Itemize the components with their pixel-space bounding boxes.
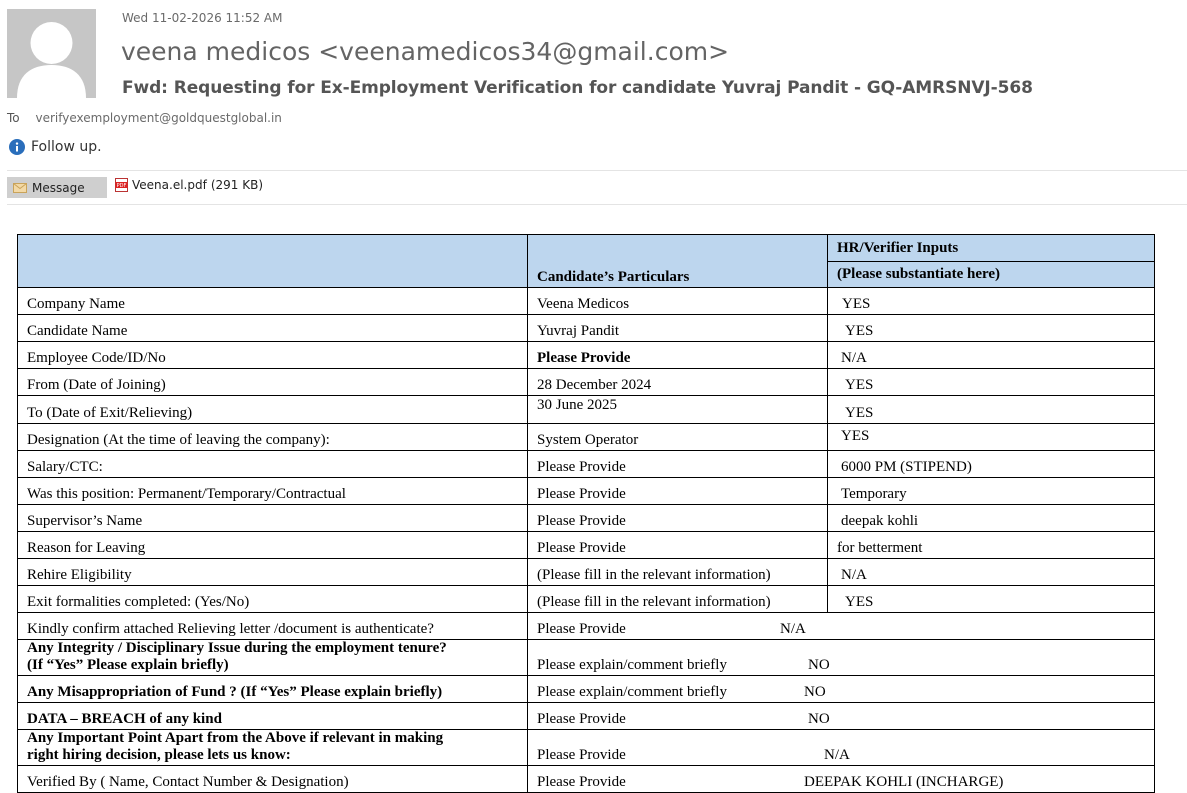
- row-input[interactable]: N/A: [824, 747, 850, 763]
- row-particular: Please Provide: [537, 711, 626, 727]
- table-row: [18, 424, 1155, 451]
- attachment[interactable]: [115, 178, 263, 192]
- row-input[interactable]: N/A: [828, 559, 1155, 586]
- row-label: Candidate Name: [18, 315, 528, 342]
- header-verifier-title: HR/Verifier Inputs: [828, 236, 1154, 262]
- message-tab[interactable]: [7, 177, 107, 198]
- row-label-line: right hiring decision, please lets us know:: [27, 747, 291, 763]
- table-row: [18, 730, 1155, 766]
- table-row: [18, 613, 1155, 640]
- header-particulars: Candidate’s Particulars: [528, 235, 828, 288]
- person-icon: [7, 9, 96, 98]
- row-merged-cell: [528, 640, 1155, 676]
- row-input[interactable]: YES: [828, 424, 1155, 451]
- table-row: [18, 532, 1155, 559]
- row-input[interactable]: deepak kohli: [828, 505, 1155, 532]
- table-row: [18, 396, 1155, 424]
- row-particular: Please Provide: [537, 774, 626, 790]
- row-label: Employee Code/ID/No: [18, 342, 528, 369]
- row-label: Exit formalities completed: (Yes/No): [18, 586, 528, 613]
- table-row: [18, 369, 1155, 396]
- row-input[interactable]: YES: [828, 288, 1155, 315]
- table-row: [18, 315, 1155, 342]
- row-merged-cell: [528, 613, 1155, 640]
- table-row: [18, 559, 1155, 586]
- row-label: Any Misappropriation of Fund ? (If “Yes” Please explain briefly): [18, 676, 528, 703]
- row-input[interactable]: N/A: [828, 342, 1155, 369]
- email-sender[interactable]: veena medicos <veenamedicos34@gmail.com>: [121, 37, 730, 66]
- table-row: [18, 640, 1155, 676]
- row-label: [18, 730, 528, 766]
- row-input[interactable]: for betterment: [828, 532, 1155, 559]
- row-particular: Please Provide: [537, 747, 626, 763]
- row-particular: 30 June 2025: [528, 396, 828, 424]
- table-row: [18, 586, 1155, 613]
- row-input[interactable]: YES: [828, 586, 1155, 613]
- row-particular: Please explain/comment briefly: [537, 657, 727, 673]
- row-label: Designation (At the time of leaving the company):: [18, 424, 528, 451]
- row-label: DATA – BREACH of any kind: [18, 703, 528, 730]
- row-particular: Please Provide: [528, 478, 828, 505]
- attachment-size: (291 KB): [210, 178, 263, 192]
- row-input[interactable]: 6000 PM (STIPEND): [828, 451, 1155, 478]
- table-row: [18, 676, 1155, 703]
- to-label: To: [7, 111, 20, 125]
- divider: [7, 170, 1187, 171]
- to-address[interactable]: verifyexemployment@goldquestglobal.in: [35, 111, 282, 125]
- message-tab-label: Message: [32, 180, 85, 195]
- row-input[interactable]: NO: [808, 711, 830, 727]
- row-label: From (Date of Joining): [18, 369, 528, 396]
- table-row: [18, 288, 1155, 315]
- row-particular: Please Provide: [528, 505, 828, 532]
- row-particular: (Please fill in the relevant information): [528, 586, 828, 613]
- row-input[interactable]: N/A: [780, 621, 806, 637]
- pdf-file-icon: [115, 178, 128, 192]
- email-date: Wed 11-02-2026 11:52 AM: [122, 11, 283, 25]
- row-label: Company Name: [18, 288, 528, 315]
- row-particular: Please Provide: [528, 451, 828, 478]
- row-label: Rehire Eligibility: [18, 559, 528, 586]
- row-particular: Veena Medicos: [528, 288, 828, 315]
- row-merged-cell: [528, 676, 1155, 703]
- table-row: [18, 342, 1155, 369]
- row-label: Supervisor’s Name: [18, 505, 528, 532]
- row-input[interactable]: DEEPAK KOHLI (INCHARGE): [804, 774, 1004, 790]
- row-label-line: (If “Yes” Please explain briefly): [27, 657, 229, 673]
- row-merged-cell: [528, 703, 1155, 730]
- table-row: [18, 703, 1155, 730]
- envelope-icon: [13, 183, 27, 193]
- row-label: [18, 640, 528, 676]
- row-label: Was this position: Permanent/Temporary/Contractual: [18, 478, 528, 505]
- table-row: [18, 766, 1155, 793]
- table-row: [18, 505, 1155, 532]
- attachment-name: Veena.el.pdf: [132, 178, 207, 192]
- follow-up-text: Follow up.: [31, 139, 102, 155]
- row-particular: (Please fill in the relevant information): [528, 559, 828, 586]
- row-label: Reason for Leaving: [18, 532, 528, 559]
- table-row: [18, 451, 1155, 478]
- row-input[interactable]: YES: [828, 369, 1155, 396]
- row-input[interactable]: NO: [804, 684, 826, 700]
- row-input[interactable]: YES: [828, 396, 1155, 424]
- header-verifier-subtitle: (Please substantiate here): [837, 266, 1001, 282]
- row-label: Salary/CTC:: [18, 451, 528, 478]
- recipients-row: [7, 111, 282, 125]
- table-header-row: [18, 235, 1155, 288]
- header-empty-cell: [18, 235, 528, 288]
- row-label-line: Any Important Point Apart from the Above if relevant in making: [27, 730, 444, 746]
- sender-avatar: [7, 9, 96, 98]
- row-label: To (Date of Exit/Relieving): [18, 396, 528, 424]
- row-particular: Please Provide: [537, 621, 626, 637]
- svg-text:PDF: PDF: [116, 183, 127, 189]
- row-input[interactable]: Temporary: [828, 478, 1155, 505]
- row-input[interactable]: NO: [808, 657, 830, 673]
- row-input[interactable]: YES: [828, 315, 1155, 342]
- email-subject: Fwd: Requesting for Ex-Employment Verification for candidate Yuvraj Pandit - GQ-AMRSNVJ-568: [122, 78, 1033, 98]
- row-merged-cell: [528, 730, 1155, 766]
- info-icon: [9, 139, 25, 155]
- row-particular: System Operator: [528, 424, 828, 451]
- verification-table: [17, 234, 1155, 793]
- row-label: Verified By ( Name, Contact Number & Designation): [18, 766, 528, 793]
- row-particular: Please Provide: [528, 342, 828, 369]
- row-merged-cell: [528, 766, 1155, 793]
- row-particular: 28 December 2024: [528, 369, 828, 396]
- row-particular: Please explain/comment briefly: [537, 684, 727, 700]
- header-verifier-inputs: [828, 235, 1155, 288]
- row-particular: Yuvraj Pandit: [528, 315, 828, 342]
- row-label: Kindly confirm attached Relieving letter /document is authenticate?: [18, 613, 528, 640]
- divider: [7, 204, 1187, 205]
- table-row: [18, 478, 1155, 505]
- row-label-line: Any Integrity / Disciplinary Issue during the employment tenure?: [27, 640, 447, 656]
- follow-up-flag: [9, 139, 102, 155]
- row-particular: Please Provide: [528, 532, 828, 559]
